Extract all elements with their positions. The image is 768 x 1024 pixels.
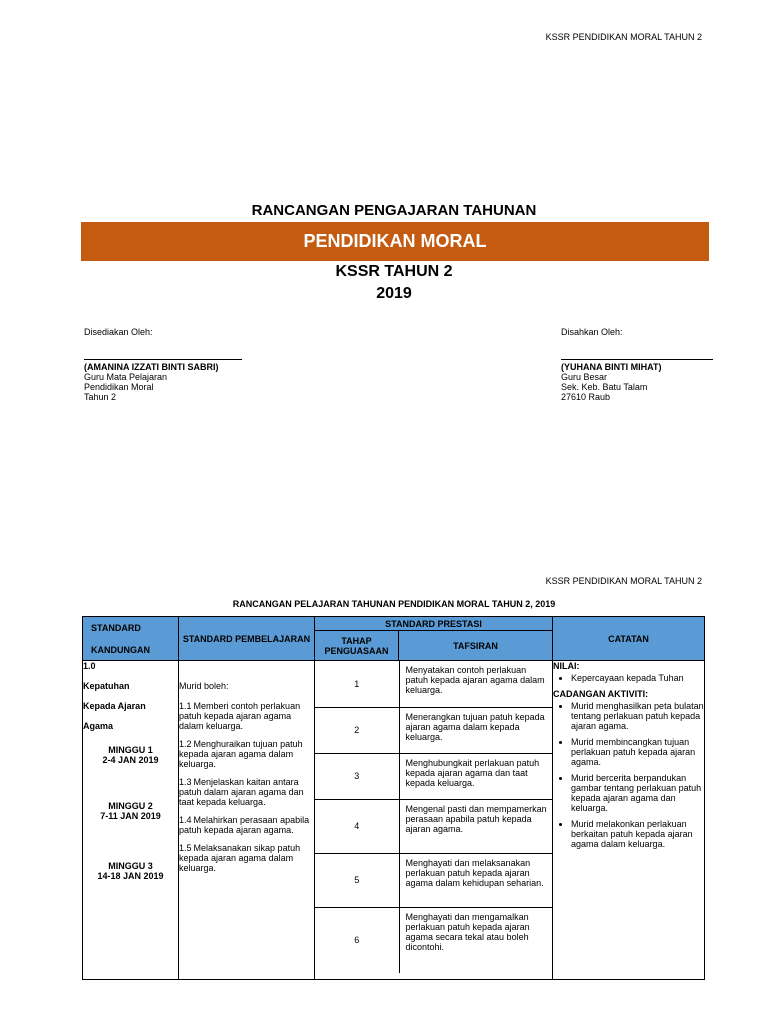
header-standard-prestasi: STANDARD PRESTASI: [315, 617, 553, 631]
header-tafsiran: TAFSIRAN: [399, 631, 553, 661]
document-year: 2019: [376, 285, 412, 302]
approved-by-school: Sek. Keb. Batu Talam: [561, 382, 648, 392]
pembelajaran-item: 1.1 Memberi contoh perlakuan patuh kepada ajaran agama dalam keluarga.: [179, 701, 301, 731]
tp-description: Menyatakan contoh perlakuan patuh kepada ajaran agama dalam keluarga.: [399, 661, 553, 707]
prestasi-table: [315, 661, 553, 973]
rpt-table: [82, 616, 705, 980]
page-header: KSSR PENDIDIKAN MORAL TAHUN 2: [545, 32, 702, 42]
aktiviti-list: [553, 701, 704, 849]
prepared-by-subject: Pendidikan Moral: [84, 382, 154, 392]
pembelajaran-intro: Murid boleh:: [179, 681, 229, 691]
prepared-by-role: Guru Mata Pelajaran: [84, 372, 168, 382]
nilai-list: [553, 673, 704, 683]
pembelajaran-item: 1.2 Menghuraikan tujuan patuh kepada ajaran agama dalam keluarga.: [179, 739, 303, 769]
approved-by-label: Disahkan Oleh:: [561, 327, 623, 337]
pembelajaran-item: 1.4 Melahirkan perasaan apabila patuh kepada ajaran agama.: [179, 815, 310, 835]
prepared-by-name: (AMANINA IZZATI BINTI SABRI): [84, 362, 219, 372]
catatan-cell: [553, 661, 705, 980]
tp-description: Menerangkan tujuan patuh kepada ajaran agama dalam kepada keluarga.: [399, 707, 553, 753]
prepared-by-block: [84, 362, 218, 402]
aktiviti-label: CADANGAN AKTIVITI:: [553, 689, 649, 699]
tp-description: Mengenal pasti dan mempamerkan perasaan apabila patuh kepada ajaran agama.: [399, 799, 553, 853]
header-catatan: CATATAN: [553, 617, 705, 661]
kandungan-cell: [83, 661, 179, 980]
tp-description: Menghubungkait perlakuan patuh kepada ajaran agama dan taat kepada keluarga.: [399, 753, 553, 799]
header-tahap-penguasaan: TAHAP PENGUASAAN: [315, 631, 399, 661]
pembelajaran-item: 1.3 Menjelaskan kaitan antara patuh dalam ajaran agama dan taat kepada keluarga.: [179, 777, 304, 807]
prepared-by-year: Tahun 2: [84, 392, 117, 402]
nilai-label: NILAI:: [553, 661, 580, 671]
minggu-1: MINGGU 1 2-4 JAN 2019: [102, 745, 159, 765]
approved-signature-line: [561, 359, 713, 360]
aktiviti-item: • Murid menghasilkan peta bulatan tentang perlakuan patuh kepada ajaran agama.: [571, 701, 704, 731]
aktiviti-item: • Murid melakonkan perlakuan berkaitan patuh kepada ajaran agama dalam keluarga.: [571, 819, 704, 849]
minggu-2: MINGGU 2 7-11 JAN 2019: [100, 801, 161, 821]
tp-level: 6: [315, 907, 399, 973]
header-standard-kandungan: STANDARD KANDUNGAN: [83, 617, 179, 661]
kandungan-line3: Agama: [83, 721, 114, 731]
tp-level: 5: [315, 853, 399, 907]
tp-level: 2: [315, 707, 399, 753]
nilai-item: • Kepercayaan kepada Tuhan: [571, 673, 704, 683]
document-subtitle: KSSR TAHUN 2: [335, 263, 453, 280]
approved-by-address: 27610 Raub: [561, 392, 611, 402]
prepared-signature-line: [84, 359, 242, 360]
pembelajaran-item: 1.5 Melaksanakan sikap patuh kepada ajaran agama dalam keluarga.: [179, 843, 301, 873]
approved-by-role: Guru Besar: [561, 372, 608, 382]
tp-level: 4: [315, 799, 399, 853]
prepared-by-label: Disediakan Oleh:: [84, 327, 153, 337]
tp-description: Menghayati dan melaksanakan perlakuan patuh kepada ajaran agama dalam kehidupan seharian.: [399, 853, 553, 907]
kandungan-number: 1.0: [83, 661, 96, 671]
approved-by-name: (YUHANA BINTI MIHAT): [561, 362, 662, 372]
tp-level: 1: [315, 661, 399, 707]
page2-header: KSSR PENDIDIKAN MORAL TAHUN 2: [545, 576, 702, 586]
aktiviti-item: • Murid bercerita berpandukan gambar tentang perlakuan patuh kepada ajaran agama dan keluarga.: [571, 773, 704, 813]
tp-description: Menghayati dan mengamalkan perlakuan patuh kepada ajaran agama secara tekal atau boleh dicontohi.: [405, 911, 530, 952]
aktiviti-item: • Murid membincangkan tujuan perlakuan patuh kepada ajaran agama.: [571, 737, 704, 767]
prestasi-cell: [315, 661, 553, 980]
tp-level: 3: [315, 753, 399, 799]
table-title: RANCANGAN PELAJARAN TAHUNAN PENDIDIKAN MORAL TAHUN 2, 2019: [232, 599, 556, 609]
header-standard-pembelajaran: STANDARD PEMBELAJARAN: [179, 617, 315, 661]
pembelajaran-cell: [179, 661, 315, 980]
kandungan-line1: Kepatuhan: [83, 681, 130, 691]
subject-banner: PENDIDIKAN MORAL: [81, 222, 709, 261]
document-title: RANCANGAN PENGAJARAN TAHUNAN: [251, 202, 537, 219]
kandungan-line2: Kepada Ajaran: [83, 701, 146, 711]
minggu-3: MINGGU 3 14-18 JAN 2019: [97, 861, 164, 881]
approved-by-block: [561, 362, 662, 402]
